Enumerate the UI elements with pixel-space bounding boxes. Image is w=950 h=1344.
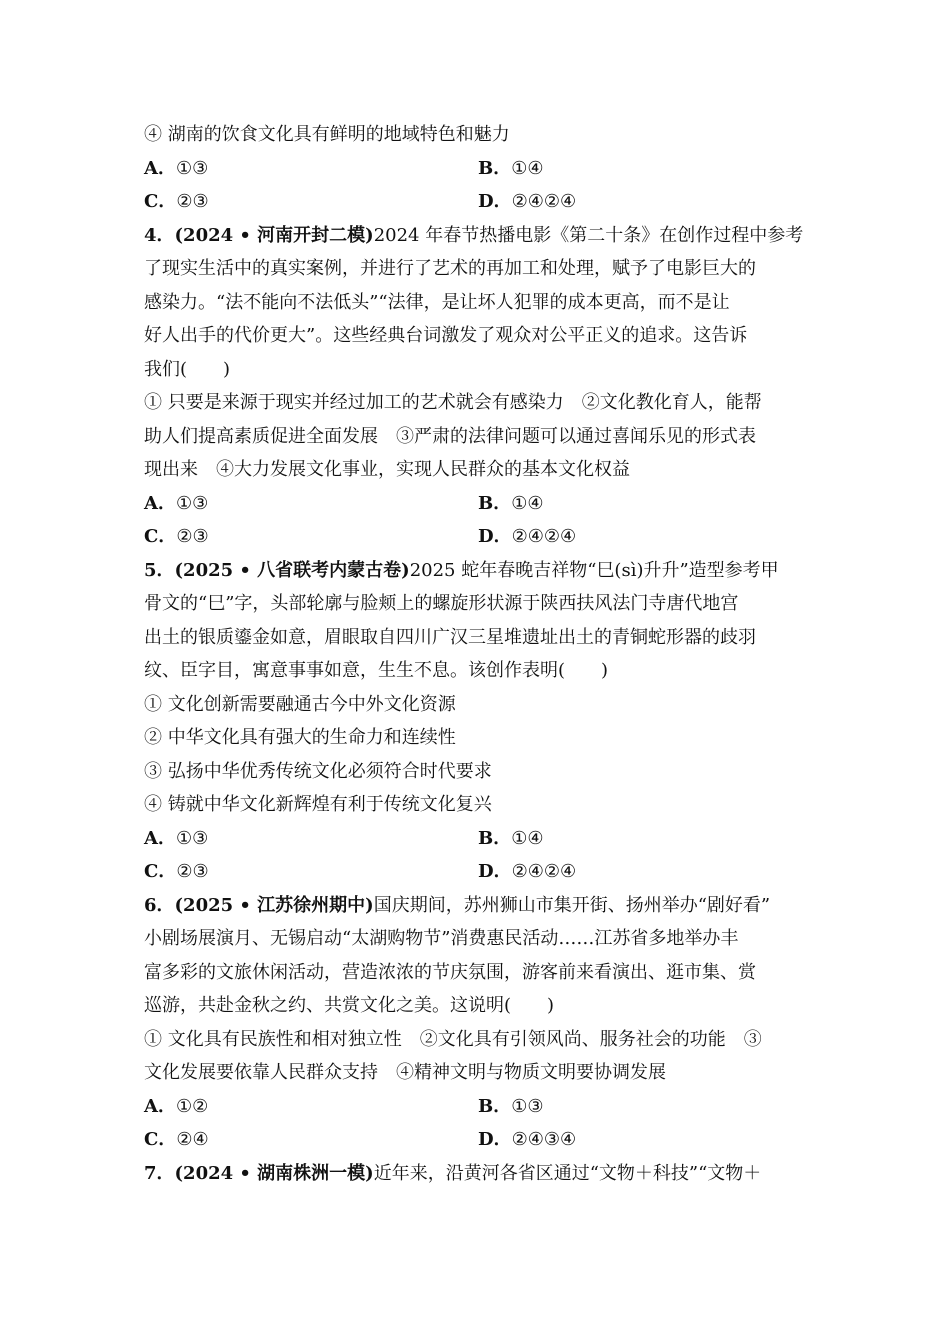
q4-statements-line-3: 现出来 ④大力发展文化事业，实现人民群众的基本文化权益 [144, 459, 630, 480]
q5-statement-3: ③ 弘扬中华优秀传统文化必须符合时代要求 [144, 760, 492, 782]
q4-stem-line-3: 感染力。“法不能向不法低头”“法律，是让坏人犯罪的成本更高，而不是让 [144, 291, 730, 313]
q6-stem-line-3: 富多彩的文旅休闲活动，营造浓浓的节庆氛围，游客前来看演出、逛市集、赏 [144, 961, 756, 983]
q5-option-d[interactable]: D．②④②④ [478, 861, 577, 882]
q7-stem-line-1: 7．(2024 • 湖南株洲一模)近年来，沿黄河各省区通过“文物＋科技”“文物＋ [144, 1162, 762, 1184]
q5-stem-line-3: 出土的银质鎏金如意，眉眼取自四川广汉三星堆遗址出土的青铜蛇形器的歧羽 [144, 626, 756, 648]
q4-statements-line-1: ① 只要是来源于现实并经过加工的艺术就会有感染力 ②文化教化育人，能帮 [144, 392, 762, 413]
q5-statement-4: ④ 铸就中华文化新辉煌有利于传统文化复兴 [144, 794, 492, 815]
q3-option-d[interactable]: D．②④②④ [478, 191, 577, 212]
q5-stem-line-2: 骨文的“巳”字，头部轮廓与脸颊上的螺旋形状源于陕西扶风法门寺唐代地宫 [144, 593, 739, 614]
q3-option-b[interactable]: B．①④ [478, 157, 544, 179]
q3-option-a[interactable]: A．①③ [144, 157, 209, 179]
q5-options-row-1 [144, 822, 810, 856]
q5-stem-line-4: 纹、臣字目，寓意事事如意，生生不息。该创作表明( ) [144, 660, 609, 681]
q6-option-d[interactable]: D．②④③④ [478, 1129, 577, 1150]
q4-stem-line-5: 我们( ) [144, 358, 231, 380]
q5-statement-1: ① 文化创新需要融通古今中外文化资源 [144, 693, 456, 715]
q6-stem-line-2: 小剧场展演月、无锡启动“太湖购物节”消费惠民活动……江苏省多地举办丰 [144, 928, 739, 949]
q6-statements-line-1: ① 文化具有民族性和相对独立性 ②文化具有引领风尚、服务社会的功能 ③ [144, 1028, 762, 1050]
q3-options-row-2 [144, 185, 810, 219]
q6-stem-line-1: 6．(2025 • 江苏徐州期中)国庆期间，苏州狮山市集开街、扬州举办“剧好看” [144, 894, 771, 916]
q4-option-c[interactable]: C．②③ [144, 526, 209, 547]
q5-option-a[interactable]: A．①③ [144, 827, 209, 849]
q6-option-b[interactable]: B．①③ [478, 1095, 544, 1117]
q4-option-d[interactable]: D．②④②④ [478, 526, 577, 547]
q6-options-row-2 [144, 1123, 810, 1157]
q3-statement-4: ④ 湖南的饮食文化具有鲜明的地域特色和魅力 [144, 124, 510, 145]
document-page [144, 118, 810, 1190]
q6-option-c[interactable]: C．②④ [144, 1129, 209, 1150]
q6-options-row-1 [144, 1090, 810, 1124]
q5-stem-line-1: 5．(2025 • 八省联考内蒙古卷)2025 蛇年春晚吉祥物“巳(sì)升升”造型参考甲 [144, 559, 779, 581]
q5-option-b[interactable]: B．①④ [478, 827, 544, 849]
q4-stem-line-2: 了现实生活中的真实案例，并进行了艺术的再加工和处理，赋予了电影巨大的 [144, 258, 756, 279]
q5-statement-2: ② 中华文化具有强大的生命力和连续性 [144, 727, 456, 748]
q6-option-a[interactable]: A．①② [144, 1095, 209, 1117]
q4-stem-line-1: 4．(2024 • 河南开封二模)2024 年春节热播电影《第二十条》在创作过程中参考 [144, 224, 804, 246]
q6-statements-line-2: 文化发展要依靠人民群众支持 ④精神文明与物质文明要协调发展 [144, 1062, 666, 1083]
q4-statements-line-2: 助人们提高素质促进全面发展 ③严肃的法律问题可以通过喜闻乐见的形式表 [144, 425, 756, 447]
q4-stem-line-4: 好人出手的代价更大”。这些经典台词激发了观众对公平正义的追求。这告诉 [144, 325, 748, 346]
q3-option-c[interactable]: C．②③ [144, 191, 209, 212]
q4-options-row-2 [144, 520, 810, 554]
q4-option-a[interactable]: A．①③ [144, 492, 209, 514]
q5-options-row-2 [144, 855, 810, 889]
q4-option-b[interactable]: B．①④ [478, 492, 544, 514]
q3-options-row-1 [144, 152, 810, 186]
q5-option-c[interactable]: C．②③ [144, 861, 209, 882]
q6-stem-line-4: 巡游，共赴金秋之约、共赏文化之美。这说明( ) [144, 995, 555, 1016]
q4-options-row-1 [144, 487, 810, 521]
